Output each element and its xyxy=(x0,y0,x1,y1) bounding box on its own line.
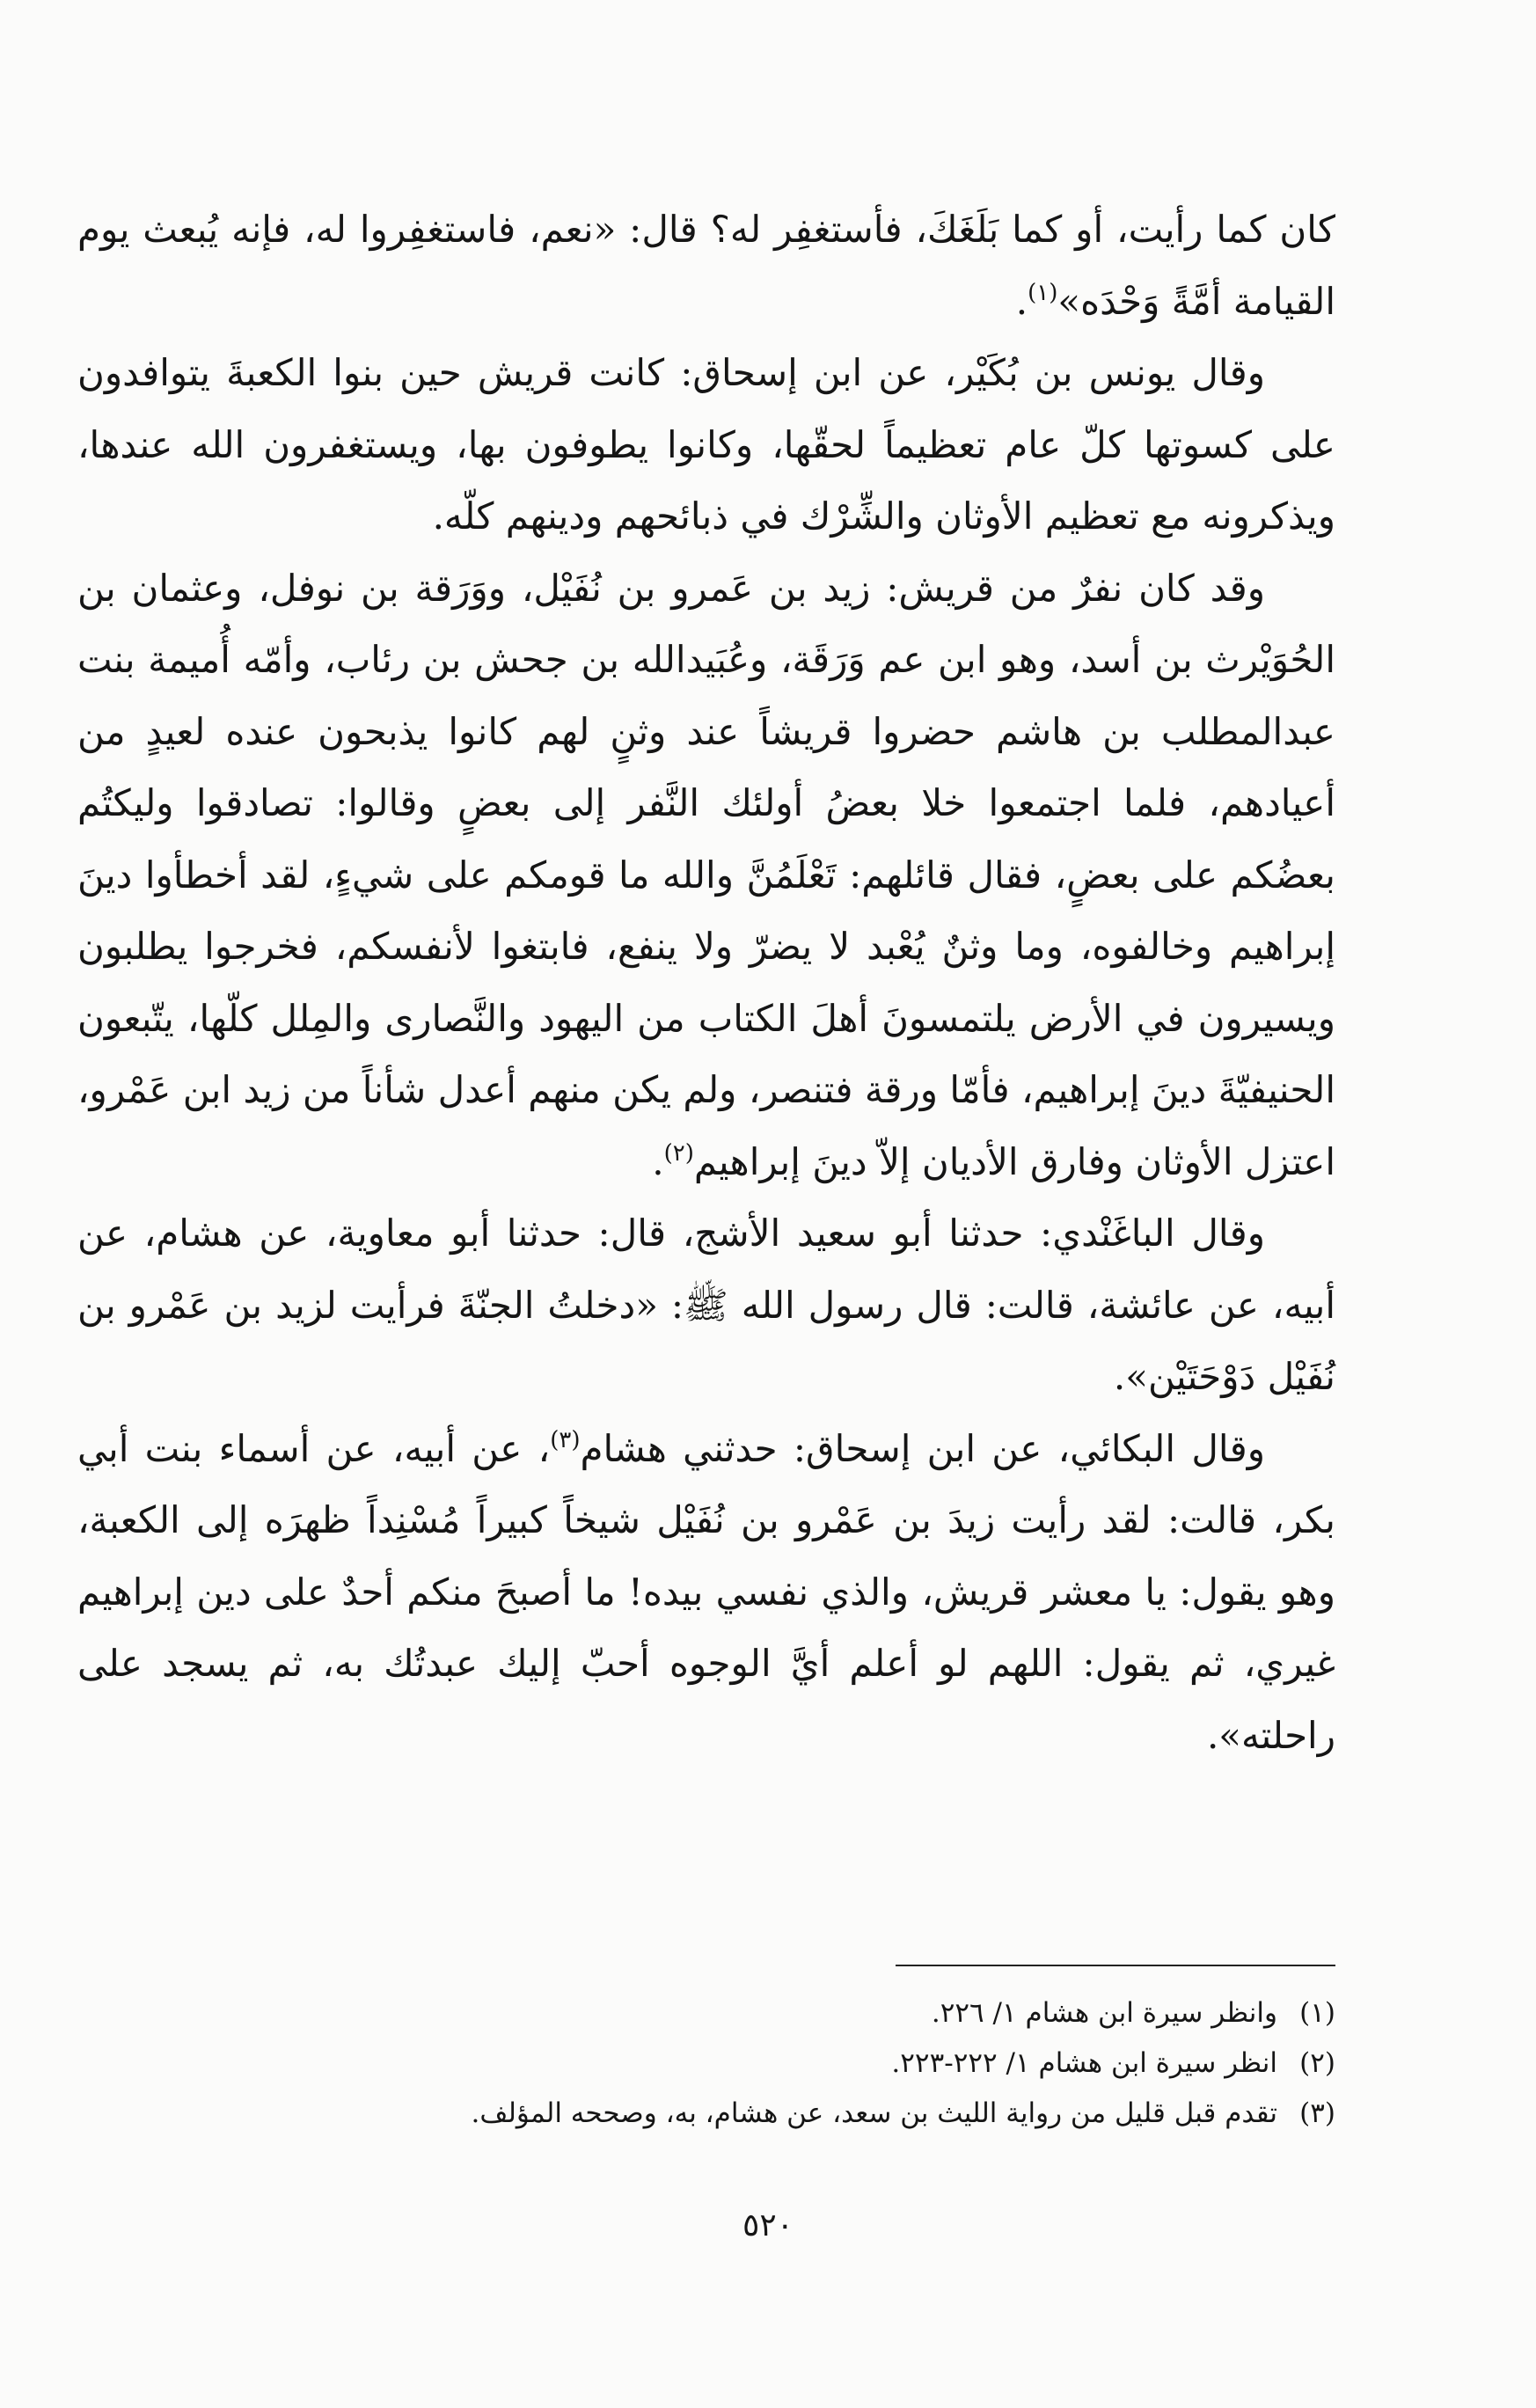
footnote-3 xyxy=(77,2089,1335,2139)
footnote-1 xyxy=(77,1988,1335,2038)
footnotes xyxy=(77,1988,1335,2139)
footnote-ref-1: (١) xyxy=(1028,279,1058,306)
footnote-text: انظر سيرة ابن هشام ١/ ٢٢٢-٢٢٣. xyxy=(891,2047,1277,2079)
main-text xyxy=(77,194,1335,1771)
paragraph-1 xyxy=(77,194,1335,337)
paragraph-5-text-before: وقال البكائي، عن ابن إسحاق: حدثني هشام xyxy=(580,1426,1265,1470)
paragraph-5 xyxy=(77,1413,1335,1772)
footnote-ref-3: (٣) xyxy=(550,1426,581,1453)
paragraph-2-text: وقال يونس بن بُكَيْر، عن ابن إسحاق: كانت قريش حين بنوا الكعبةَ يتوافدون على كسوتها كلّ عام تعظيماً لحقّها، وكانوا يطوفون بها، ويستغفرون الله عندها، ويذكرونه مع تعظيم الأوثان والشِّرْك في ذبائحهم ودينهم كلّه. xyxy=(77,351,1335,538)
paragraph-3 xyxy=(77,553,1335,1198)
footnote-number: (٣) xyxy=(1299,2097,1335,2129)
paragraph-3-end: . xyxy=(652,1139,664,1183)
paragraph-1-text: كان كما رأيت، أو كما بَلَغَكَ، فأستغفِر له؟ قال: «نعم، فاستغفِروا له، فإنه يُبعث يوم القيامة أمَّةً وَحْدَه» xyxy=(77,208,1335,323)
paragraph-5-text-after: ، عن أبيه، عن أسماء بنت أبي بكر، قالت: لقد رأيت زيدَ بن عَمْرو بن نُفَيْل شيخاً كبيراً مُسْنِداً ظهرَه إلى الكعبة، وهو يقول: يا معشر قريش، والذي نفسي بيده! ما أصبحَ منكم أحدٌ على دين إبراهيم غيري، ثم يقول: اللهم لو أعلم أيَّ الوجوه أحبّ إليك عبدتُك به، ثم يسجد على راحلته». xyxy=(77,1426,1335,1757)
paragraph-2 xyxy=(77,337,1335,553)
footnote-ref-2: (٢) xyxy=(663,1139,694,1167)
page-number: ٥٢٠ xyxy=(742,2207,794,2243)
footnote-text: تقدم قبل قليل من رواية الليث بن سعد، عن هشام، به، وصححه المؤلف. xyxy=(471,2097,1277,2129)
footnote-text: وانظر سيرة ابن هشام ١/ ٢٢٦. xyxy=(931,1997,1277,2029)
paragraph-4 xyxy=(77,1197,1335,1413)
paragraph-1-end: . xyxy=(1015,279,1028,323)
footnote-number: (١) xyxy=(1299,1997,1335,2029)
paragraph-4-text: وقال الباغَنْدي: حدثنا أبو سعيد الأشج، قال: حدثنا أبو معاوية، عن هشام، عن أبيه، عن عائشة، قالت: قال رسول الله ﷺ: «دخلتُ الجنّةَ فرأيت لزيد بن عَمْرو بن نُفَيْل دَوْحَتَيْن». xyxy=(77,1211,1335,1398)
paragraph-3-text: وقد كان نفرٌ من قريش: زيد بن عَمرو بن نُفَيْل، ووَرَقة بن نوفل، وعثمان بن الحُوَيْرث بن أسد، وهو ابن عم وَرَقَة، وعُبَيدالله بن جحش بن رئاب، وأمّه أُميمة بنت عبدالمطلب بن هاشم حضروا قريشاً عند وثنٍ لهم كانوا يذبحون عنده لعيدٍ من أعيادهم، فلما اجتمعوا خلا بعضُ أولئك النَّفر إلى بعضٍ وقالوا: تصادقوا وليكتُم بعضُكم على بعضٍ، فقال قائلهم: تَعْلَمُنَّ والله ما قومكم على شيءٍ، لقد أخطأوا دينَ إبراهيم وخالفوه، وما وثنٌ يُعْبد لا يضرّ ولا ينفع، فابتغوا لأنفسكم، فخرجوا يطلبون ويسيرون في الأرض يلتمسونَ أهلَ الكتاب من اليهود والنَّصارى والمِلل كلّها، يتّبعون الحنيفيّةَ دينَ إبراهيم، فأمّا ورقة فتنصر، ولم يكن منهم أعدل شأناً من زيد ابن عَمْرو، اعتزل الأوثان وفارق الأديان إلاّ دينَ إبراهيم xyxy=(77,566,1335,1183)
footnote-separator xyxy=(896,1965,1335,1966)
footnote-number: (٢) xyxy=(1299,2047,1335,2079)
footnote-2 xyxy=(77,2038,1335,2089)
